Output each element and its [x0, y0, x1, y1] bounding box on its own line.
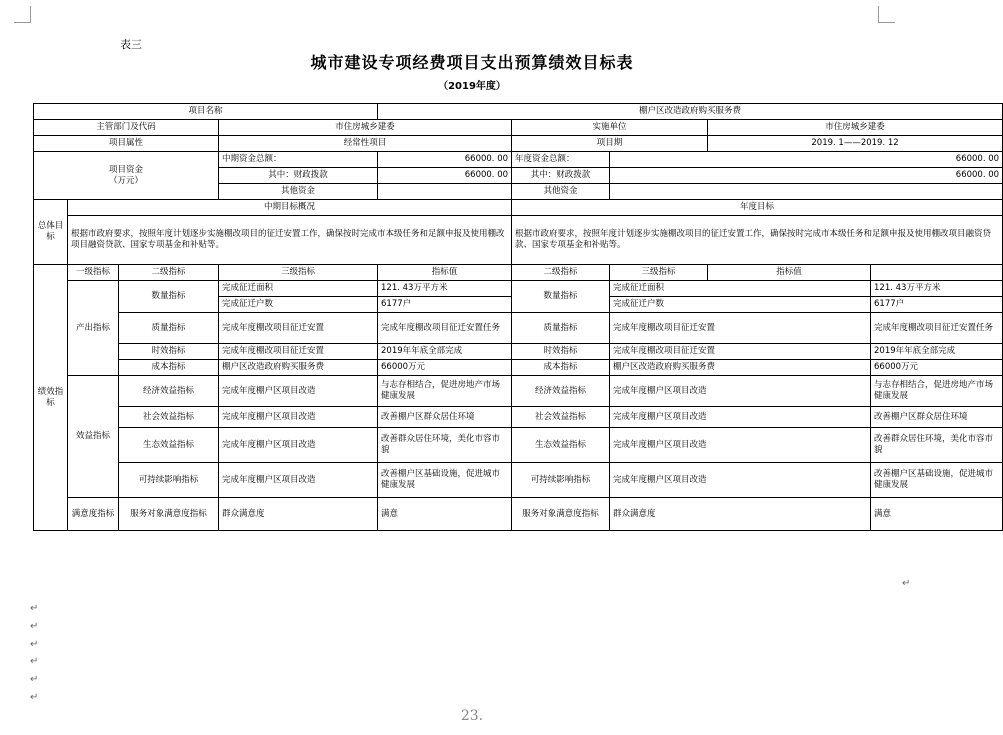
mid-fiscal-value: 66000. 00: [378, 168, 512, 184]
social-label-left: 社会效益指标: [119, 407, 219, 428]
dept-label: 主管部门及代码: [34, 120, 219, 136]
satisfaction-indicator-left: 群众满意度: [219, 498, 378, 531]
table-number-label: 表三: [120, 38, 142, 51]
year-other-label: 其他资金: [512, 184, 610, 200]
q-house-left: 完成征迁户数: [219, 297, 378, 313]
ecological-indicator-left: 完成年度棚户区项目改造: [219, 428, 378, 463]
timeliness-indicator-left: 完成年度棚改项目征迁安置: [219, 344, 378, 360]
quantity-label-left: 数量指标: [119, 281, 219, 313]
header-level3-left: 三级指标: [219, 265, 378, 281]
document-title: 城市建设专项经费项目支出预算绩效目标表: [310, 53, 634, 72]
attr-value: 经常性项目: [219, 136, 512, 152]
sustainable-indicator-right: 完成年度棚户区项目改造: [610, 463, 871, 498]
project-name-value: 棚户区改造政府购买服务费: [378, 104, 1003, 120]
q-area-right: 完成征迁面积: [610, 281, 871, 297]
quality-label-left: 质量指标: [119, 313, 219, 344]
economic-label-left: 经济效益指标: [119, 376, 219, 407]
sustainable-value-right: 改善棚户区基础设施，促进城市健康发展: [871, 463, 1003, 498]
ecological-value-left: 改善群众居住环境，美化市容市貌: [378, 428, 512, 463]
header-value-left: 指标值: [378, 265, 512, 281]
year-goal-header: 年度目标: [512, 200, 1003, 216]
year-total-value: 66000. 00: [610, 152, 1003, 168]
timeliness-value-right: 2019年年底全部完成: [871, 344, 1003, 360]
project-name-label: 项目名称: [34, 104, 378, 120]
economic-value-right: 与志存相结合，促进房地产市场健康发展: [871, 376, 1003, 407]
year-fiscal-label: 其中：财政拨款: [512, 168, 610, 184]
year-other-value: [610, 184, 1003, 200]
service-label-left: 服务对象满意度指标: [119, 498, 219, 531]
impl-value: 市住房城乡建委: [708, 120, 1003, 136]
satisfaction-value-right: 满意: [871, 498, 1003, 531]
quality-indicator-left: 完成年度棚改项目征迁安置: [219, 313, 378, 344]
year-goal-text: 根据市政府要求，按照年度计划逐步实施棚改项目的征迁安置工作，确保按时完成市本级任务和足额申报及使用棚改项目融资贷款、国家专项基金和补贴等。: [512, 216, 1003, 265]
cost-value-right: 66000万元: [871, 360, 1003, 376]
satisfaction-indicators-label: 满意度指标: [68, 498, 119, 531]
sustainable-indicator-left: 完成年度棚户区项目改造: [219, 463, 378, 498]
table-end-mark: ↵: [902, 578, 911, 589]
mid-goal-header: 中期目标概况: [68, 200, 512, 216]
social-indicator-right: 完成年度棚户区项目改造: [610, 407, 871, 428]
performance-indicators-label: 绩效指标: [34, 265, 68, 531]
q-area-left: 完成征迁面积: [219, 281, 378, 297]
effect-indicators-label: 效益指标: [68, 376, 119, 498]
paragraph-marks: [30, 600, 38, 707]
sustainable-value-left: 改善棚户区基础设施，促进城市健康发展: [378, 463, 512, 498]
quality-label-right: 质量指标: [512, 313, 610, 344]
quantity-label-right: 数量指标: [512, 281, 610, 313]
cost-indicator-right: 棚户区改造政府购买服务费: [610, 360, 871, 376]
economic-label-right: 经济效益指标: [512, 376, 610, 407]
year-fiscal-value: 66000. 00: [610, 168, 1003, 184]
cost-label-right: 成本指标: [512, 360, 610, 376]
paragraph-mark: ↵: [30, 620, 39, 632]
ecological-value-right: 改善群众居住环境，美化市容市貌: [871, 428, 1003, 463]
impl-label: 实施单位: [512, 120, 708, 136]
sustainable-label-left: 可持续影响指标: [119, 463, 219, 498]
mid-other-value: [378, 184, 512, 200]
crop-mark-top-left: [14, 6, 31, 23]
paragraph-mark: ↵: [30, 638, 39, 650]
q-house-value-right: 6177户: [871, 297, 1003, 313]
service-label-right: 服务对象满意度指标: [512, 498, 610, 531]
paragraph-mark: ↵: [30, 674, 39, 686]
paragraph-mark: ↵: [30, 691, 39, 703]
economic-indicator-left: 完成年度棚户区项目改造: [219, 376, 378, 407]
document-subtitle: （2019年度）: [438, 81, 506, 92]
social-label-right: 社会效益指标: [512, 407, 610, 428]
social-indicator-left: 完成年度棚户区项目改造: [219, 407, 378, 428]
page-number: 23.: [460, 708, 484, 724]
sustainable-label-right: 可持续影响指标: [512, 463, 610, 498]
mid-other-label: 其他资金: [219, 184, 378, 200]
mid-total-value: 66000. 00: [378, 152, 512, 168]
quality-value-right: 完成年度棚改项目征迁安置任务: [871, 313, 1003, 344]
q-house-value-left: 6177户: [378, 297, 512, 313]
quality-indicator-right: 完成年度棚改项目征迁安置: [610, 313, 871, 344]
period-label: 项目期: [512, 136, 708, 152]
cost-label-left: 成本指标: [119, 360, 219, 376]
overall-goal-label: 总体目标: [34, 200, 68, 265]
header-empty-right: [871, 265, 1003, 281]
economic-indicator-right: 完成年度棚户区项目改造: [610, 376, 871, 407]
crop-mark-top-right: [878, 6, 895, 23]
funds-label-line1: 项目资金: [108, 164, 143, 175]
cost-value-left: 66000万元: [378, 360, 512, 376]
economic-value-left: 与志存相结合，促进房地产市场健康发展: [378, 376, 512, 407]
header-level2-right: 二级指标: [512, 265, 610, 281]
timeliness-label-left: 时效指标: [119, 344, 219, 360]
dept-value: 市住房城乡建委: [219, 120, 512, 136]
paragraph-mark: ↵: [30, 603, 39, 614]
quality-value-left: 完成年度棚改项目征迁安置任务: [378, 313, 512, 344]
funds-label: [34, 152, 219, 200]
paragraph-mark: ↵: [30, 656, 39, 668]
ecological-indicator-right: 完成年度棚户区项目改造: [610, 428, 871, 463]
timeliness-indicator-right: 完成年度棚改项目征迁安置: [610, 344, 871, 360]
mid-total-label: 中期资金总额：: [219, 152, 378, 168]
q-area-value-left: 121. 43万平方米: [378, 281, 512, 297]
satisfaction-value-left: 满意: [378, 498, 512, 531]
mid-fiscal-label: 其中：财政拨款: [219, 168, 378, 184]
year-total-label: 年度资金总额：: [512, 152, 610, 168]
header-level2-left: 二级指标: [119, 265, 219, 281]
output-indicators-label: 产出指标: [68, 281, 119, 376]
social-value-left: 改善棚户区群众居住环境: [378, 407, 512, 428]
satisfaction-indicator-right: 群众满意度: [610, 498, 871, 531]
period-value: 2019. 1——2019. 12: [708, 136, 1003, 152]
performance-target-table: [33, 103, 1003, 531]
q-house-right: 完成征迁户数: [610, 297, 871, 313]
header-level3-right: 三级指标: [610, 265, 708, 281]
ecological-label-left: 生态效益指标: [119, 428, 219, 463]
q-area-value-right: 121. 43万平方米: [871, 281, 1003, 297]
header-value-right: 指标值: [708, 265, 871, 281]
header-level1: 一级指标: [68, 265, 119, 281]
ecological-label-right: 生态效益指标: [512, 428, 610, 463]
timeliness-label-right: 时效指标: [512, 344, 610, 360]
attr-label: 项目属性: [34, 136, 219, 152]
funds-label-line2: （万元）: [108, 175, 143, 186]
cost-indicator-left: 棚户区改造政府购买服务费: [219, 360, 378, 376]
mid-goal-text: 根据市政府要求，按照年度计划逐步实施棚改项目的征迁安置工作，确保按时完成市本级任务和足额申报及使用棚改项目融资贷款、国家专项基金和补贴等。: [68, 216, 512, 265]
timeliness-value-left: 2019年年底全部完成: [378, 344, 512, 360]
social-value-right: 改善棚户区群众居住环境: [871, 407, 1003, 428]
